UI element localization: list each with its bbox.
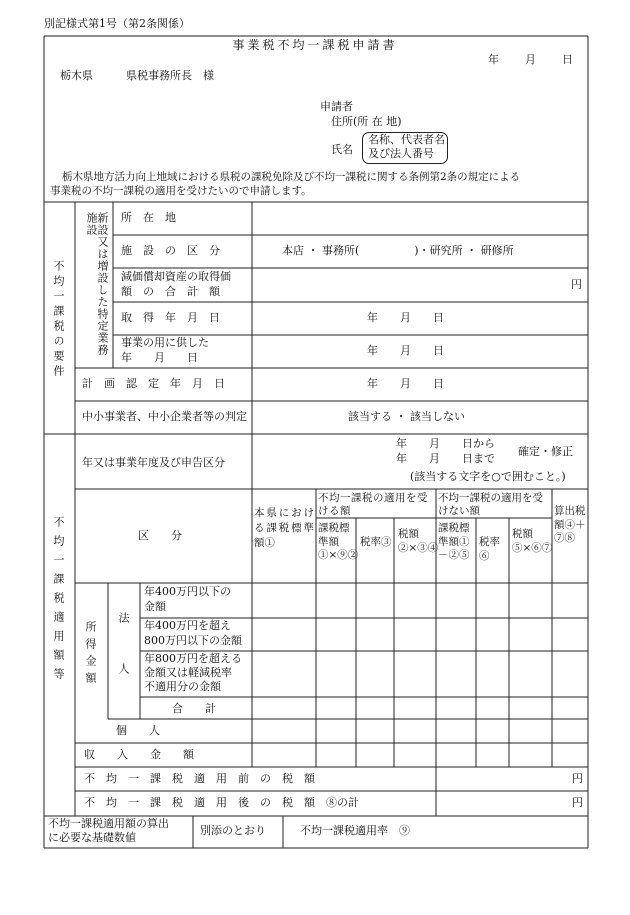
category-header: 区 分	[138, 529, 182, 542]
income-label: 所得金額	[84, 621, 97, 689]
individual-label: 個 人	[116, 724, 160, 737]
period-label: 年又は事業年度及び申告区分	[82, 456, 225, 469]
facility-group-label-col1	[78, 212, 108, 362]
facility-type-options[interactable]: 本店 ・ 事務所( )・研究所 ・ 研修所	[282, 244, 514, 257]
asset-amount-yen: 円	[571, 278, 582, 291]
col-std2-header: 課税標準額①×⑨②	[318, 522, 359, 562]
row3-label-2: 金額又は軽減税率	[144, 666, 232, 679]
acquisition-date-label: 取 得 年 月 日	[121, 311, 220, 324]
col-tax7-header: 税額⑤×⑥⑦	[512, 528, 553, 554]
applicant-label: 申請者	[320, 100, 353, 113]
col-rate6-header: 税率⑥	[479, 536, 500, 562]
use-date-label-2: 年 月 日	[121, 351, 198, 364]
applicant-address[interactable]: 住所(所 在 地)	[331, 115, 402, 128]
tax-before-yen: 円	[572, 772, 583, 785]
row1-label-2: 金額	[144, 600, 166, 613]
tax-before-label: 不 均 一 課 税 適 用 前 の 税 額	[84, 772, 315, 785]
attached-note: 別添のとおり	[200, 824, 266, 837]
row3-label-3: 不適用分の金額	[144, 680, 221, 693]
row2-label-1: 年400万円を超え	[144, 619, 231, 632]
plan-approval-date-value[interactable]: 年 月 日	[367, 377, 444, 390]
use-date-value[interactable]: 年 月 日	[367, 344, 444, 357]
name-note-1: 名称、代表者名	[368, 133, 445, 146]
asset-amount-label-1: 減価償却資産の取得価	[121, 270, 231, 283]
date-year[interactable]: 年	[488, 53, 499, 66]
sme-judgement-label: 中小事業者、中小企業者等の判定	[82, 410, 247, 423]
col-std5-header: 課税標準額①－②⑤	[438, 522, 470, 562]
row1-label-1: 年400万円以下の	[144, 585, 231, 598]
addressee: 栃木県 県税事務所長 様	[60, 69, 214, 82]
statement-line-1: 栃木県地方活力向上地域における県税の課税免除及び不均一課税に関する条例第2条の規定による	[62, 171, 521, 183]
col-tax4-header: 税額②×③④	[398, 528, 439, 554]
use-date-label-1: 事業の用に供した	[121, 336, 209, 349]
col-rate3-header: 税率③	[360, 536, 392, 548]
col-base-header: 本県における課税標準額①	[254, 507, 314, 550]
applicant-name[interactable]: 氏名	[331, 143, 353, 156]
period-to[interactable]: 年 月 日まで	[396, 452, 495, 465]
date-day[interactable]: 日	[562, 53, 573, 66]
name-note-2: 及び法人番号	[368, 147, 434, 160]
facility-type-label: 施 設 の 区 分	[121, 244, 220, 257]
plan-approval-date-label: 計 画 認 定 年 月 日	[82, 377, 225, 390]
sme-judgement-options[interactable]: 該当する ・ 該当しない	[348, 410, 465, 423]
basis-label-1: 不均一課税適用額の算出	[48, 817, 169, 830]
amount-section-label: 不均一課税適用額等	[52, 516, 65, 687]
row3-label-1: 年800万円を超える	[144, 652, 242, 665]
col-calc8-header: 算出税額④＋⑦⑧	[554, 505, 586, 545]
basis-label-2: に必要な基礎数値	[48, 831, 136, 844]
facility-group-label: 新設又は増設した特定業務施設	[85, 212, 109, 356]
form-title: 事業税不均一課税申請書	[232, 38, 398, 52]
tax-after-yen: 円	[572, 796, 583, 809]
applied-amount-header: 不均一課税の適用を受ける額	[318, 492, 428, 517]
not-applied-amount-header: 不均一課税の適用を受けない額	[438, 492, 543, 517]
form-number: 別記様式第1号（第2条関係）	[44, 17, 190, 30]
asset-amount-label-2: 額 の 合 計 額	[121, 285, 220, 298]
location-label: 所 在 地	[121, 211, 176, 224]
acquisition-date-value[interactable]: 年 月 日	[367, 311, 444, 324]
corporation-label: 法人	[117, 612, 130, 714]
location-input[interactable]	[256, 205, 584, 231]
tax-after-label: 不 均 一 課 税 適 用 後 の 税 額 ⑧の計	[84, 796, 359, 809]
rate-input[interactable]	[438, 818, 586, 846]
statement-line-2: 事業税の不均一課税の適用を受けたいので申請します。	[50, 185, 312, 197]
requirements-section-label: 不均一課税の要件	[52, 260, 65, 380]
period-from[interactable]: 年 月 日から	[396, 437, 495, 450]
circle-note: (該当する文字を○で囲むこと。)	[410, 470, 566, 483]
date-month[interactable]: 月	[525, 53, 536, 66]
row2-label-2: 800万円以下の金額	[144, 634, 242, 647]
filing-kind-options[interactable]: 確定・修正	[518, 445, 573, 458]
rate-label: 不均一課税適用率 ⑨	[300, 824, 410, 837]
corp-total-label: 合 計	[172, 702, 216, 715]
revenue-label: 収 入 金 額	[84, 748, 194, 761]
